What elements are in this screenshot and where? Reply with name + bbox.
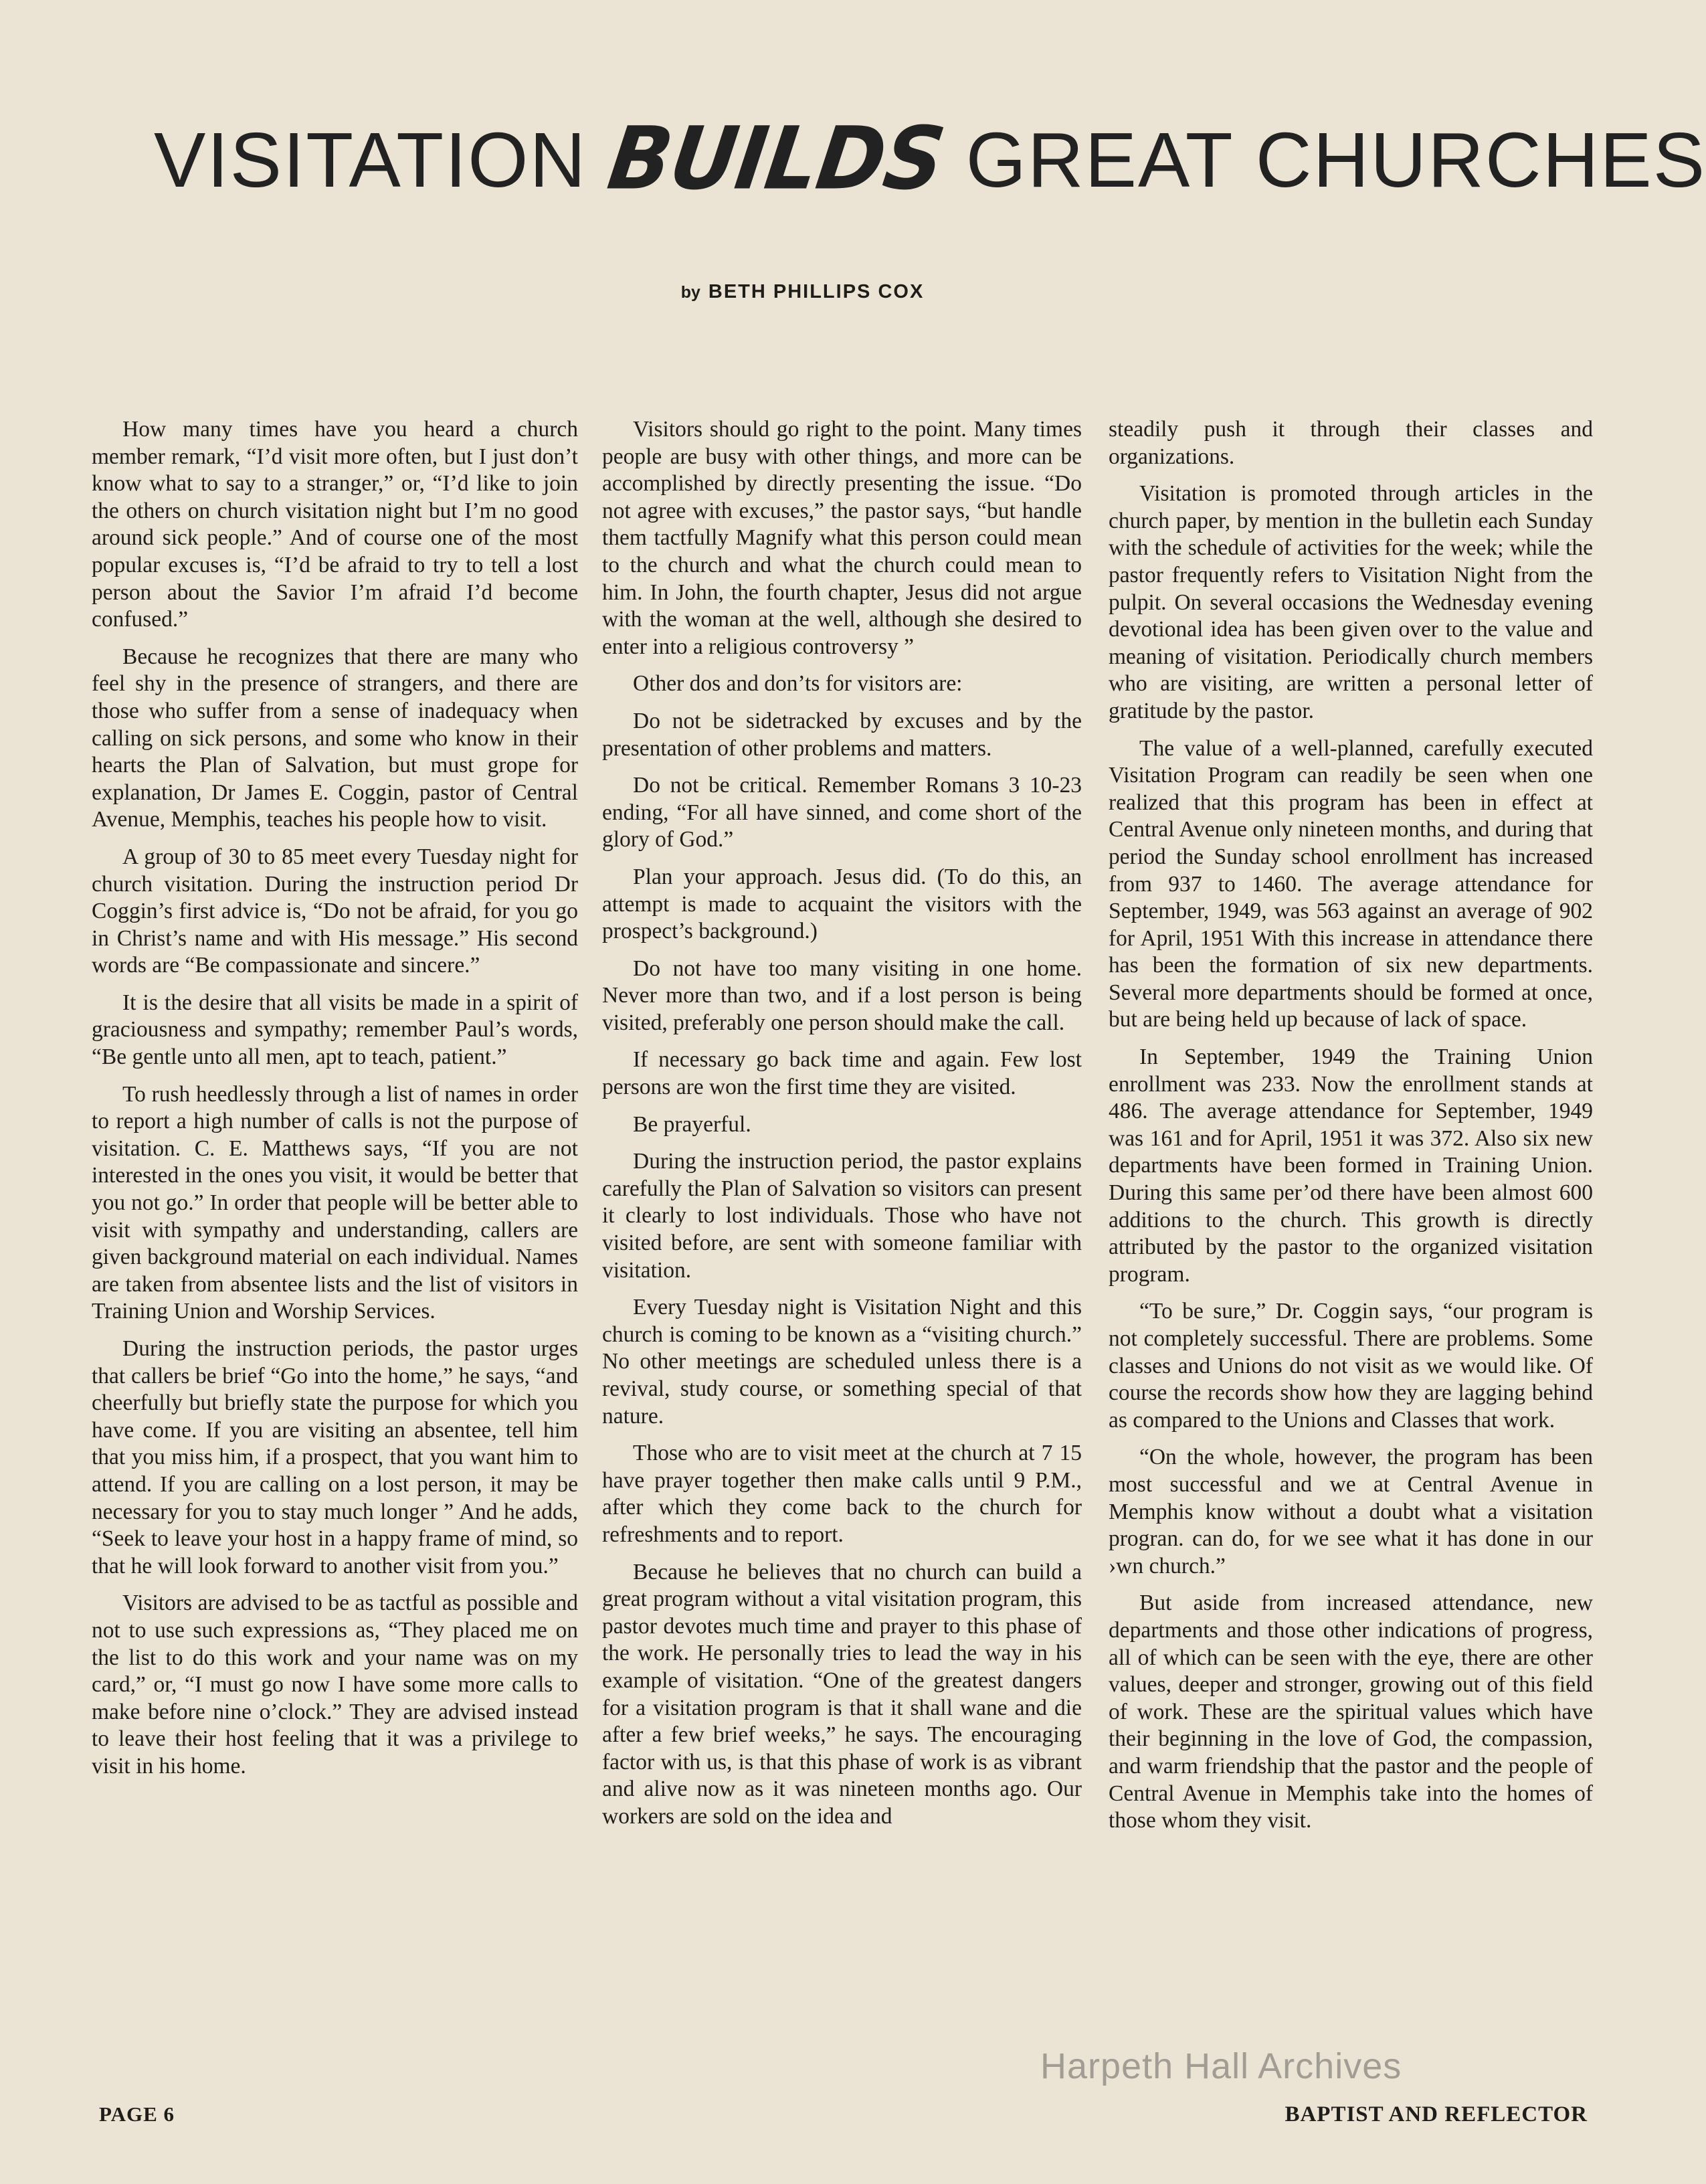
article-column-2 (602, 416, 1082, 1841)
paragraph: “To be sure,” Dr. Coggin says, “our program is not completely successful. There are problems. Some classes and Unions do not visit as we would like. Of course the records show how they are lagging behind as compared to the Unions and Classes that work. (1109, 1299, 1593, 1433)
paragraph: If necessary go back time and again. Few lost persons are won the first time they are visited. (602, 1047, 1082, 1100)
article-column-1 (92, 416, 578, 1791)
byline-prefix: by (680, 283, 700, 302)
paragraph: A group of 30 to 85 meet every Tuesday night for church visitation. During the instruction period Dr Coggin’s first advice is, “Do not be afraid, for you go in Christ’s name and with His message.” His second words are “Be compassionate and sincere.” (92, 844, 578, 978)
paragraph: “On the whole, however, the program has been most successful and we at Central Avenue in Memphis know without a doubt what a visitation progran. can do, for we see what it has done in our ›wn church.” (1109, 1445, 1593, 1578)
paragraph: Do not be sidetracked by excuses and by the presentation of other problems and matters. (602, 708, 1082, 761)
paragraph: Every Tuesday night is Visitation Night and this church is coming to be known as a “visiting church.” No other meetings are scheduled unless there is a revival, study course, or something special of that nature. (602, 1295, 1082, 1429)
paragraph: Because he recognizes that there are many who feel shy in the presence of strangers, and there are those who suffer from a sense of inadequacy when calling on sick persons, and some who know in their hearts the Plan of Salvation, but must grope for explanation, Dr James E. Coggin, pastor of Central Avenue, Memphis, teaches his people how to visit. (92, 644, 578, 832)
title-word-visitation: VISITATION (154, 116, 587, 203)
paragraph: Visitors are advised to be as tactful as possible and not to use such expressions as, “They placed me on the list to do this work and your name was on my card,” or, “I must go now I have some more calls to make before nine o’clock.” They are advised instead to leave their host feeling that it was a privilege to visit in his home. (92, 1590, 578, 1779)
publication-name: BAPTIST AND REFLECTOR (1285, 2102, 1588, 2126)
article-column-3 (1109, 416, 1593, 1845)
paragraph: The value of a well-planned, carefully executed Visitation Program can readily be seen when one realized that this program has been in effect at Central Avenue only nineteen months, and during that period the Sunday school enrollment has increased from 937 to 1460. The average attendance for September, 1949, was 563 against an average of 902 for April, 1951 With this increase in attendance there has been the formation of six new departments. Several more departments should be formed at once, but are being held up because of lack of space. (1109, 735, 1593, 1032)
paragraph: Those who are to visit meet at the church at 7 15 have prayer together then make calls until 9 P.M., after which they come back to the church for refreshments and to report. (602, 1441, 1082, 1547)
paragraph: Do not be critical. Remember Romans 3 10-23 ending, “For all have sinned, and come short of the glory of God.” (602, 773, 1082, 852)
paragraph: In September, 1949 the Training Union enrollment was 233. Now the enrollment stands at 486. The average attendance for September, 1949 was 161 and for April, 1951 it was 372. Also six new departments have been formed in Training Union. During this same per’od there have been almost 600 additions to the church. This growth is directly attributed by the pastor to the organized visitation program. (1109, 1044, 1593, 1287)
article-title (154, 108, 1706, 209)
paragraph: It is the desire that all visits be made in a spirit of graciousness and sympathy; remember Paul’s words, “Be gentle unto all men, apt to teach, patient.” (92, 990, 578, 1070)
paragraph: Be prayerful. (633, 1111, 751, 1137)
paragraph: During the instruction periods, the pastor urges that callers be brief “Go into the home,” he says, “and cheerfully but briefly state the purpose for which you have come. If you are visiting an absentee, tell him that you miss him, if a prospect, that you want him to attend. If you are calling on a lost person, it may be necessary for you to stay much longer ” And he adds, “Seek to leave your host in a happy frame of mind, so that he will look forward to another visit from you.” (92, 1336, 578, 1578)
paragraph: How many times have you heard a church member remark, “I’d visit more often, but I just don’t know what to say to a stranger,” or, “I’d like to join the others on church visitation night but I’m no good around sick people.” And of course one of the most popular excuses is, “I’d be afraid to try to tell a lost person about the Savior I’m afraid I’d become confused.” (92, 417, 578, 632)
paragraph: To rush heedlessly through a list of names in order to report a high number of calls is not the purpose of visitation. C. E. Matthews says, “If you are not interested in the ones you visit, it would be better that you not go.” In order that people will be better able to visit with sympathy and understanding, callers are given background material on each individual. Names are taken from absentee lists and the list of visitors in Training Union and Worship Services. (92, 1081, 578, 1324)
paragraph: Other dos and don’ts for visitors are: (633, 671, 963, 697)
archive-watermark: Harpeth Hall Archives (1040, 2046, 1402, 2086)
page-number: PAGE 6 (99, 2102, 175, 2126)
title-word-builds: BUILDS (602, 108, 951, 209)
title-words-great-churches: GREAT CHURCHES (965, 116, 1706, 203)
paragraph: Visitation is promoted through articles in the church paper, by mention in the bulletin each Sunday with the schedule of activities for the week; while the pastor frequently refers to Visitation Night from the pulpit. On several occasions the Wednesday evening devotional idea has been given over to the value and meaning of visitation. Periodically church members who are visiting, are written a personal letter of gratitude by the pastor. (1109, 481, 1593, 723)
paragraph: But aside from increased attendance, new departments and those other indications of progress, all of which can be seen with the eye, there are other values, deeper and stronger, growing out of this field of work. These are the spiritual values which have their beginning in the love of God, the compassion, and warm friendship that the pastor and the people of Central Avenue in Memphis take into the homes of those whom they visit. (1109, 1590, 1593, 1833)
paragraph: Do not have too many visiting in one home. Never more than two, and if a lost person is being visited, preferably one person should make the call. (602, 955, 1082, 1035)
paragraph-continued: steadily push it through their classes and organizations. (1109, 417, 1593, 469)
byline-author: BETH PHILLIPS COX (708, 281, 925, 302)
byline (0, 281, 1605, 303)
paragraph: Because he believes that no church can build a great program without a vital visitation program, this pastor devotes much time and prayer to this phase of the work. He personally tries to lead the way in his example of visitation. “One of the greatest dangers for a visitation program is that it shall wane and die after a few brief weeks,” he says. The encouraging factor with us, is that this phase of work is as vibrant and alive now as it was nineteen months ago. Our workers are sold on the idea and (602, 1559, 1082, 1829)
paragraph: Visitors should go right to the point. Many times people are busy with other things, and more can be accomplished by directly presenting the issue. “Do not agree with excuses,” the pastor says, “but handle them tactfully Magnify what this person could mean to the church and what the church could mean to him. In John, the fourth chapter, Jesus did not argue with the woman at the well, although she desired to enter into a religious controversy ” (602, 417, 1082, 659)
paragraph: Plan your approach. Jesus did. (To do this, an attempt is made to acquaint the visitors with the prospect’s background.) (602, 864, 1082, 944)
paragraph: During the instruction period, the pastor explains carefully the Plan of Salvation so visitors can present it clearly to lost individuals. Those who have not visited before, are sent with someone familiar with visitation. (602, 1149, 1082, 1283)
